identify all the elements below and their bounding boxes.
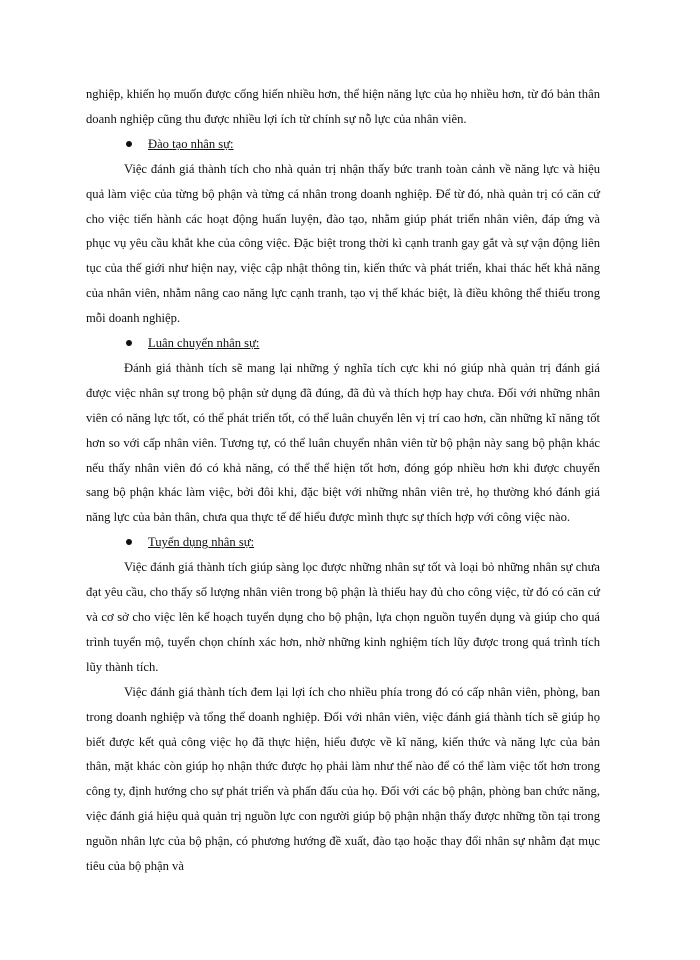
document-page: [86, 82, 600, 879]
paragraph-benefits: Việc đánh giá thành tích đem lại lợi ích cho nhiều phía trong đó có cấp nhân viên, phòng, ban trong doanh nghiệp và tổng thể doanh nghiệp. Đối với nhân viên, việc đánh giá thành tích sẽ giúp họ biết được kết quả công việc họ đã thực hiện, hiểu được về kĩ năng, kiến thức và năng lực của bản thân, mặt khác còn giúp họ nhận thức được họ phải làm như thế nào để có thể làm việc tốt hơn trong công ty, định hướng cho sự phát triển và phấn đấu của họ. Đối với các bộ phận, phòng ban chức năng, việc đánh giá hiệu quả quản trị nguồn lực con người giúp bộ phận nhận thấy được những tồn tại trong nguồn nhân lực của bộ phận, có phương hướng đề xuất, đào tạo hoặc thay đổi nhân sự nhằm đạt mục tiêu của bộ phận và: [86, 684, 600, 874]
bullet-heading-rotation: [86, 331, 600, 356]
bullet-heading-training: [86, 132, 600, 157]
bullet-dot-icon: [126, 539, 132, 545]
bullet-dot-icon: [126, 141, 132, 147]
heading-rotation: Luân chuyển nhân sự:: [148, 336, 260, 351]
bullet-heading-recruitment: [86, 530, 600, 555]
heading-recruitment: Tuyển dụng nhân sự:: [148, 535, 255, 550]
bullet-dot-icon: [126, 340, 132, 346]
heading-training: Đào tạo nhân sự:: [148, 136, 234, 151]
paragraph-rotation: Đánh giá thành tích sẽ mang lại những ý nghĩa tích cực khi nó giúp nhà quản trị đánh giá được việc nhân sự trong bộ phận sử dụng đã đúng, đã đủ và thích hợp hay chưa. Đối với những nhân viên có năng lực tốt, có thể phát triển tốt, có thể luân chuyển lên vị trí cao hơn, cần những kĩ năng tốt hơn so với cấp nhân viên. Tương tự, có thể luân chuyển nhân viên từ bộ phận này sang bộ phận khác nếu thấy nhân viên đó có khả năng, có thể thể hiện tốt hơn, đóng góp nhiều hơn khi được chuyển sang bộ phận khác làm việc, bởi đôi khi, đặc biệt với những nhân viên trẻ, họ thường khó đánh giá năng lực của bản thân, chưa qua thực tế để hiểu được mình thực sự thích hợp với công việc nào.: [86, 360, 600, 525]
paragraph-training: Việc đánh giá thành tích cho nhà quản trị nhận thấy bức tranh toàn cảnh về năng lực và hiệu quả làm việc của từng bộ phận và từng cá nhân trong doanh nghiệp. Để từ đó, nhà quản trị có căn cứ cho việc tiến hành các hoạt động huấn luyện, đào tạo, nhằm giúp phát triển nhân viên, đáp ứng và phục vụ yêu cầu khắt khe của công việc. Đặc biệt trong thời kì cạnh tranh gay gắt và sự vận động liên tục của thế giới như hiện nay, việc cập nhật thông tin, kiến thức và phát triển, khai thác hết khả năng của nhân viên, nhằm nâng cao năng lực cạnh tranh, tạo vị thế khác biệt, là điều không thể thiếu trong mỗi doanh nghiệp.: [86, 161, 600, 326]
paragraph-continuation: nghiệp, khiến họ muốn được cống hiến nhiều hơn, thể hiện năng lực của họ nhiều hơn, từ đó bản thân doanh nghiệp cũng thu được nhiều lợi ích từ chính sự nỗ lực của nhân viên.: [86, 87, 600, 126]
paragraph-recruitment: Việc đánh giá thành tích giúp sàng lọc được những nhân sự tốt và loại bỏ những nhân sự chưa đạt yêu cầu, cho thấy số lượng nhân viên trong bộ phận là thiếu hay đủ cho công việc, từ đó có căn cứ và cơ sở cho việc lên kế hoạch tuyển dụng cho bộ phận, lựa chọn nguồn tuyển dụng và giúp cho quá trình tuyển mộ, tuyển chọn chính xác hơn, nhờ những kinh nghiệm tích lũy được trong quá trình tích lũy thành tích.: [86, 560, 600, 674]
